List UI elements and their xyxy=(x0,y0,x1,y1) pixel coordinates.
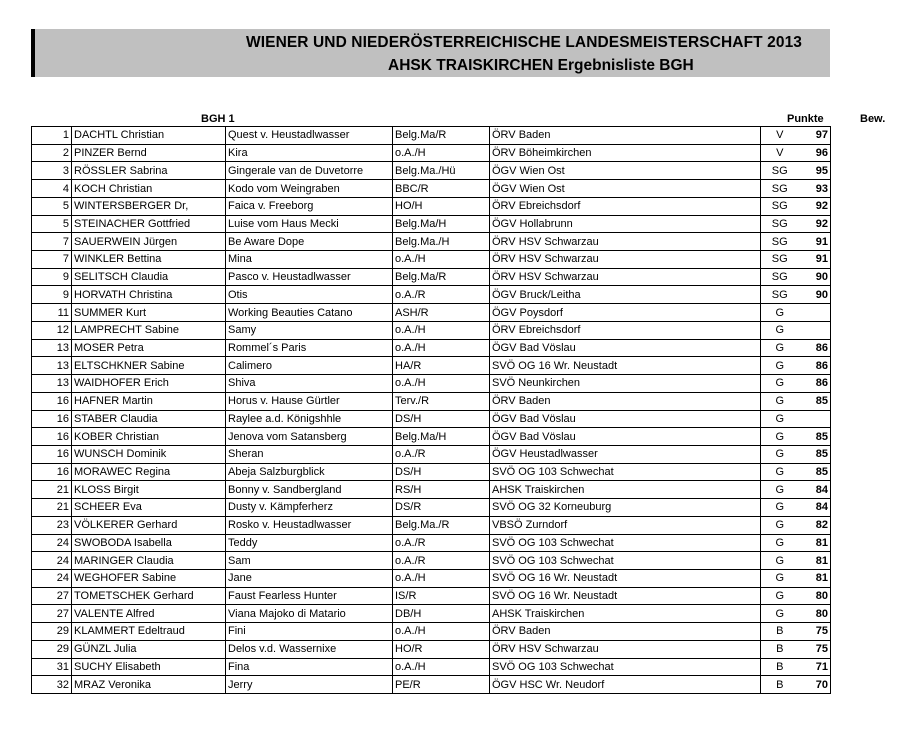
competitor-name: KLOSS Birgit xyxy=(72,481,226,499)
points-cell: 70 xyxy=(799,676,831,694)
grade-cell: SG xyxy=(761,233,799,251)
points-cell: 86 xyxy=(799,357,831,375)
table-row xyxy=(32,197,831,215)
rank-cell: 16 xyxy=(32,428,72,446)
table-row xyxy=(32,428,831,446)
table-row xyxy=(32,534,831,552)
points-cell: 84 xyxy=(799,481,831,499)
rank-cell: 29 xyxy=(32,623,72,641)
club-name: SVÖ OG 16 Wr. Neustadt xyxy=(490,357,761,375)
rank-cell: 24 xyxy=(32,534,72,552)
points-cell: 80 xyxy=(799,605,831,623)
points-cell: 81 xyxy=(799,534,831,552)
breed-class: o.A./R xyxy=(393,445,490,463)
dog-name: Bonny v. Sandbergland xyxy=(226,481,393,499)
breed-class: DS/H xyxy=(393,410,490,428)
rank-cell: 23 xyxy=(32,516,72,534)
rank-cell: 31 xyxy=(32,658,72,676)
points-cell: 85 xyxy=(799,445,831,463)
rank-cell: 16 xyxy=(32,410,72,428)
grade-cell: V xyxy=(761,144,799,162)
competitor-name: DACHTL Christian xyxy=(72,127,226,145)
breed-class: o.A./R xyxy=(393,286,490,304)
competitor-name: SUCHY Elisabeth xyxy=(72,658,226,676)
table-row xyxy=(32,357,831,375)
rank-cell: 16 xyxy=(32,392,72,410)
competitor-name: PINZER Bernd xyxy=(72,144,226,162)
grade-cell: G xyxy=(761,357,799,375)
table-row xyxy=(32,375,831,393)
points-cell: 80 xyxy=(799,587,831,605)
grade-cell: G xyxy=(761,375,799,393)
breed-class: DS/H xyxy=(393,463,490,481)
club-name: ÖGV Wien Ost xyxy=(490,162,761,180)
grade-cell: SG xyxy=(761,251,799,269)
competitor-name: WINTERSBERGER Dr, xyxy=(72,197,226,215)
breed-class: ASH/R xyxy=(393,304,490,322)
grade-cell: B xyxy=(761,676,799,694)
club-name: ÖRV HSV Schwarzau xyxy=(490,640,761,658)
dog-name: Dusty v. Kämpferherz xyxy=(226,499,393,517)
rank-cell: 1 xyxy=(32,127,72,145)
grade-cell: B xyxy=(761,623,799,641)
club-name: SVÖ OG 103 Schwechat xyxy=(490,534,761,552)
document-subtitle: AHSK TRAISKIRCHEN Ergebnisliste BGH xyxy=(388,57,694,74)
dog-name: Pasco v. Heustadlwasser xyxy=(226,268,393,286)
breed-class: o.A./H xyxy=(393,339,490,357)
breed-class: Belg.Ma/R xyxy=(393,268,490,286)
dog-name: Working Beauties Catano xyxy=(226,304,393,322)
class-label: BGH 1 xyxy=(201,113,235,125)
dog-name: Fini xyxy=(226,623,393,641)
grade-cell: SG xyxy=(761,286,799,304)
competitor-name: MRAZ Veronika xyxy=(72,676,226,694)
breed-class: Belg.Ma./Hü xyxy=(393,162,490,180)
breed-class: PE/R xyxy=(393,676,490,694)
club-name: ÖRV HSV Schwarzau xyxy=(490,233,761,251)
competitor-name: HAFNER Martin xyxy=(72,392,226,410)
dog-name: Jerry xyxy=(226,676,393,694)
rank-cell: 27 xyxy=(32,605,72,623)
points-cell: 96 xyxy=(799,144,831,162)
club-name: SVÖ OG 32 Korneuburg xyxy=(490,499,761,517)
dog-name: Otis xyxy=(226,286,393,304)
rank-cell: 32 xyxy=(32,676,72,694)
club-name: SVÖ OG 16 Wr. Neustadt xyxy=(490,587,761,605)
points-cell: 85 xyxy=(799,463,831,481)
club-name: ÖGV Wien Ost xyxy=(490,180,761,198)
grade-cell: G xyxy=(761,304,799,322)
table-row xyxy=(32,304,831,322)
competitor-name: MORAWEC Regina xyxy=(72,463,226,481)
rank-cell: 7 xyxy=(32,251,72,269)
points-cell xyxy=(799,321,831,339)
rank-cell: 16 xyxy=(32,463,72,481)
dog-name: Viana Majoko di Matario xyxy=(226,605,393,623)
table-row xyxy=(32,144,831,162)
club-name: ÖGV Bruck/Leitha xyxy=(490,286,761,304)
competitor-name: ELTSCHKNER Sabine xyxy=(72,357,226,375)
grade-cell: G xyxy=(761,605,799,623)
competitor-name: KLAMMERT Edeltraud xyxy=(72,623,226,641)
competitor-name: TOMETSCHEK Gerhard xyxy=(72,587,226,605)
table-row xyxy=(32,552,831,570)
dog-name: Fina xyxy=(226,658,393,676)
dog-name: Jane xyxy=(226,569,393,587)
dog-name: Sam xyxy=(226,552,393,570)
results-table xyxy=(31,126,831,694)
points-cell: 90 xyxy=(799,268,831,286)
points-cell: 91 xyxy=(799,233,831,251)
breed-class: IS/R xyxy=(393,587,490,605)
grade-cell: B xyxy=(761,640,799,658)
grade-cell: SG xyxy=(761,268,799,286)
table-row xyxy=(32,481,831,499)
club-name: ÖGV Poysdorf xyxy=(490,304,761,322)
breed-class: Terv./R xyxy=(393,392,490,410)
breed-class: Belg.Ma./R xyxy=(393,516,490,534)
competitor-name: SUMMER Kurt xyxy=(72,304,226,322)
points-cell: 81 xyxy=(799,552,831,570)
breed-class: o.A./H xyxy=(393,251,490,269)
competitor-name: KOCH Christian xyxy=(72,180,226,198)
dog-name: Jenova vom Satansberg xyxy=(226,428,393,446)
table-row xyxy=(32,251,831,269)
breed-class: DB/H xyxy=(393,605,490,623)
breed-class: HA/R xyxy=(393,357,490,375)
competitor-name: WEGHOFER Sabine xyxy=(72,569,226,587)
club-name: ÖGV Bad Vöslau xyxy=(490,339,761,357)
table-row xyxy=(32,569,831,587)
competitor-name: STABER Claudia xyxy=(72,410,226,428)
table-row xyxy=(32,605,831,623)
rank-cell: 24 xyxy=(32,552,72,570)
rank-cell: 13 xyxy=(32,375,72,393)
dog-name: Raylee a.d. Königshhle xyxy=(226,410,393,428)
points-cell: 95 xyxy=(799,162,831,180)
competitor-name: KOBER Christian xyxy=(72,428,226,446)
points-cell: 91 xyxy=(799,251,831,269)
table-row xyxy=(32,623,831,641)
rank-cell: 5 xyxy=(32,215,72,233)
dog-name: Rosko v. Heustadlwasser xyxy=(226,516,393,534)
dog-name: Horus v. Hause Gürtler xyxy=(226,392,393,410)
points-cell: 90 xyxy=(799,286,831,304)
grade-cell: G xyxy=(761,587,799,605)
dog-name: Sheran xyxy=(226,445,393,463)
grade-cell: G xyxy=(761,516,799,534)
competitor-name: SCHEER Eva xyxy=(72,499,226,517)
table-row xyxy=(32,658,831,676)
breed-class: HO/H xyxy=(393,197,490,215)
club-name: ÖRV Böheimkirchen xyxy=(490,144,761,162)
club-name: ÖGV Bad Vöslau xyxy=(490,428,761,446)
table-row xyxy=(32,127,831,145)
breed-class: Belg.Ma./H xyxy=(393,233,490,251)
grade-cell: G xyxy=(761,392,799,410)
table-row xyxy=(32,321,831,339)
competitor-name: STEINACHER Gottfried xyxy=(72,215,226,233)
rank-cell: 7 xyxy=(32,233,72,251)
competitor-name: VÖLKERER Gerhard xyxy=(72,516,226,534)
points-header: Punkte xyxy=(787,113,824,125)
competitor-name: WUNSCH Dominik xyxy=(72,445,226,463)
club-name: ÖRV Baden xyxy=(490,392,761,410)
breed-class: DS/R xyxy=(393,499,490,517)
dog-name: Be Aware Dope xyxy=(226,233,393,251)
points-cell: 85 xyxy=(799,392,831,410)
club-name: SVÖ OG 16 Wr. Neustadt xyxy=(490,569,761,587)
competitor-name: HORVATH Christina xyxy=(72,286,226,304)
club-name: ÖGV Hollabrunn xyxy=(490,215,761,233)
points-cell: 84 xyxy=(799,499,831,517)
points-cell: 81 xyxy=(799,569,831,587)
points-cell: 85 xyxy=(799,428,831,446)
table-row xyxy=(32,180,831,198)
competitor-name: RÖSSLER Sabrina xyxy=(72,162,226,180)
breed-class: BBC/R xyxy=(393,180,490,198)
document-title: WIENER UND NIEDERÖSTERREICHISCHE LANDESMEISTERSCHAFT 2013 xyxy=(246,34,803,51)
club-name: ÖRV Baden xyxy=(490,127,761,145)
dog-name: Delos v.d. Wassernixe xyxy=(226,640,393,658)
competitor-name: SELITSCH Claudia xyxy=(72,268,226,286)
grade-cell: V xyxy=(761,127,799,145)
dog-name: Samy xyxy=(226,321,393,339)
points-cell: 86 xyxy=(799,375,831,393)
rank-cell: 29 xyxy=(32,640,72,658)
rank-cell: 5 xyxy=(32,197,72,215)
competitor-name: GÜNZL Julia xyxy=(72,640,226,658)
rating-header: Bew. xyxy=(860,113,886,125)
points-cell: 75 xyxy=(799,623,831,641)
rank-cell: 16 xyxy=(32,445,72,463)
points-cell: 71 xyxy=(799,658,831,676)
points-cell: 92 xyxy=(799,197,831,215)
table-row xyxy=(32,445,831,463)
breed-class: o.A./H xyxy=(393,321,490,339)
competitor-name: LAMPRECHT Sabine xyxy=(72,321,226,339)
breed-class: o.A./H xyxy=(393,569,490,587)
breed-class: RS/H xyxy=(393,481,490,499)
breed-class: o.A./H xyxy=(393,144,490,162)
club-name: ÖGV Heustadlwasser xyxy=(490,445,761,463)
dog-name: Luise vom Haus Mecki xyxy=(226,215,393,233)
grade-cell: SG xyxy=(761,197,799,215)
club-name: AHSK Traiskirchen xyxy=(490,481,761,499)
dog-name: Rommel´s Paris xyxy=(226,339,393,357)
points-cell xyxy=(799,304,831,322)
club-name: SVÖ OG 103 Schwechat xyxy=(490,658,761,676)
grade-cell: G xyxy=(761,428,799,446)
breed-class: Belg.Ma/H xyxy=(393,215,490,233)
table-row xyxy=(32,339,831,357)
table-row xyxy=(32,516,831,534)
grade-cell: G xyxy=(761,463,799,481)
table-row xyxy=(32,410,831,428)
club-name: ÖGV Bad Vöslau xyxy=(490,410,761,428)
table-row xyxy=(32,233,831,251)
breed-class: o.A./H xyxy=(393,623,490,641)
table-row xyxy=(32,676,831,694)
table-row xyxy=(32,499,831,517)
breed-class: o.A./H xyxy=(393,658,490,676)
dog-name: Abeja Salzburgblick xyxy=(226,463,393,481)
grade-cell: G xyxy=(761,569,799,587)
table-row xyxy=(32,162,831,180)
rank-cell: 21 xyxy=(32,499,72,517)
competitor-name: VALENTE Alfred xyxy=(72,605,226,623)
club-name: VBSÖ Zurndorf xyxy=(490,516,761,534)
breed-class: o.A./H xyxy=(393,375,490,393)
dog-name: Calimero xyxy=(226,357,393,375)
points-cell: 82 xyxy=(799,516,831,534)
grade-cell: G xyxy=(761,481,799,499)
table-row xyxy=(32,587,831,605)
table-row xyxy=(32,463,831,481)
breed-class: HO/R xyxy=(393,640,490,658)
title-accent-bar xyxy=(31,29,35,77)
breed-class: o.A./R xyxy=(393,552,490,570)
table-row xyxy=(32,268,831,286)
rank-cell: 12 xyxy=(32,321,72,339)
rank-cell: 21 xyxy=(32,481,72,499)
points-cell: 97 xyxy=(799,127,831,145)
rank-cell: 4 xyxy=(32,180,72,198)
table-row xyxy=(32,640,831,658)
club-name: ÖRV Ebreichsdorf xyxy=(490,197,761,215)
breed-class: Belg.Ma/R xyxy=(393,127,490,145)
dog-name: Shiva xyxy=(226,375,393,393)
grade-cell: SG xyxy=(761,162,799,180)
club-name: SVÖ Neunkirchen xyxy=(490,375,761,393)
club-name: SVÖ OG 103 Schwechat xyxy=(490,463,761,481)
rank-cell: 13 xyxy=(32,357,72,375)
results-body xyxy=(32,127,831,694)
competitor-name: SAUERWEIN Jürgen xyxy=(72,233,226,251)
rank-cell: 9 xyxy=(32,268,72,286)
club-name: SVÖ OG 103 Schwechat xyxy=(490,552,761,570)
points-cell: 92 xyxy=(799,215,831,233)
rank-cell: 11 xyxy=(32,304,72,322)
grade-cell: B xyxy=(761,658,799,676)
dog-name: Kira xyxy=(226,144,393,162)
rank-cell: 13 xyxy=(32,339,72,357)
points-cell: 86 xyxy=(799,339,831,357)
dog-name: Quest v. Heustadlwasser xyxy=(226,127,393,145)
competitor-name: WAIDHOFER Erich xyxy=(72,375,226,393)
table-row xyxy=(32,215,831,233)
grade-cell: SG xyxy=(761,215,799,233)
grade-cell: G xyxy=(761,339,799,357)
breed-class: Belg.Ma/H xyxy=(393,428,490,446)
table-row xyxy=(32,392,831,410)
club-name: ÖRV Baden xyxy=(490,623,761,641)
points-cell xyxy=(799,410,831,428)
grade-cell: G xyxy=(761,321,799,339)
breed-class: o.A./R xyxy=(393,534,490,552)
club-name: ÖGV HSC Wr. Neudorf xyxy=(490,676,761,694)
grade-cell: G xyxy=(761,499,799,517)
points-cell: 75 xyxy=(799,640,831,658)
competitor-name: MOSER Petra xyxy=(72,339,226,357)
grade-cell: G xyxy=(761,552,799,570)
competitor-name: WINKLER Bettina xyxy=(72,251,226,269)
rank-cell: 2 xyxy=(32,144,72,162)
grade-cell: G xyxy=(761,445,799,463)
grade-cell: SG xyxy=(761,180,799,198)
club-name: ÖRV Ebreichsdorf xyxy=(490,321,761,339)
rank-cell: 24 xyxy=(32,569,72,587)
dog-name: Faust Fearless Hunter xyxy=(226,587,393,605)
dog-name: Teddy xyxy=(226,534,393,552)
table-row xyxy=(32,286,831,304)
rank-cell: 27 xyxy=(32,587,72,605)
dog-name: Gingerale van de Duvetorre xyxy=(226,162,393,180)
rank-cell: 9 xyxy=(32,286,72,304)
points-cell: 93 xyxy=(799,180,831,198)
dog-name: Faica v. Freeborg xyxy=(226,197,393,215)
club-name: ÖRV HSV Schwarzau xyxy=(490,268,761,286)
competitor-name: SWOBODA Isabella xyxy=(72,534,226,552)
club-name: AHSK Traiskirchen xyxy=(490,605,761,623)
dog-name: Mina xyxy=(226,251,393,269)
grade-cell: G xyxy=(761,534,799,552)
grade-cell: G xyxy=(761,410,799,428)
club-name: ÖRV HSV Schwarzau xyxy=(490,251,761,269)
rank-cell: 3 xyxy=(32,162,72,180)
dog-name: Kodo vom Weingraben xyxy=(226,180,393,198)
competitor-name: MARINGER Claudia xyxy=(72,552,226,570)
